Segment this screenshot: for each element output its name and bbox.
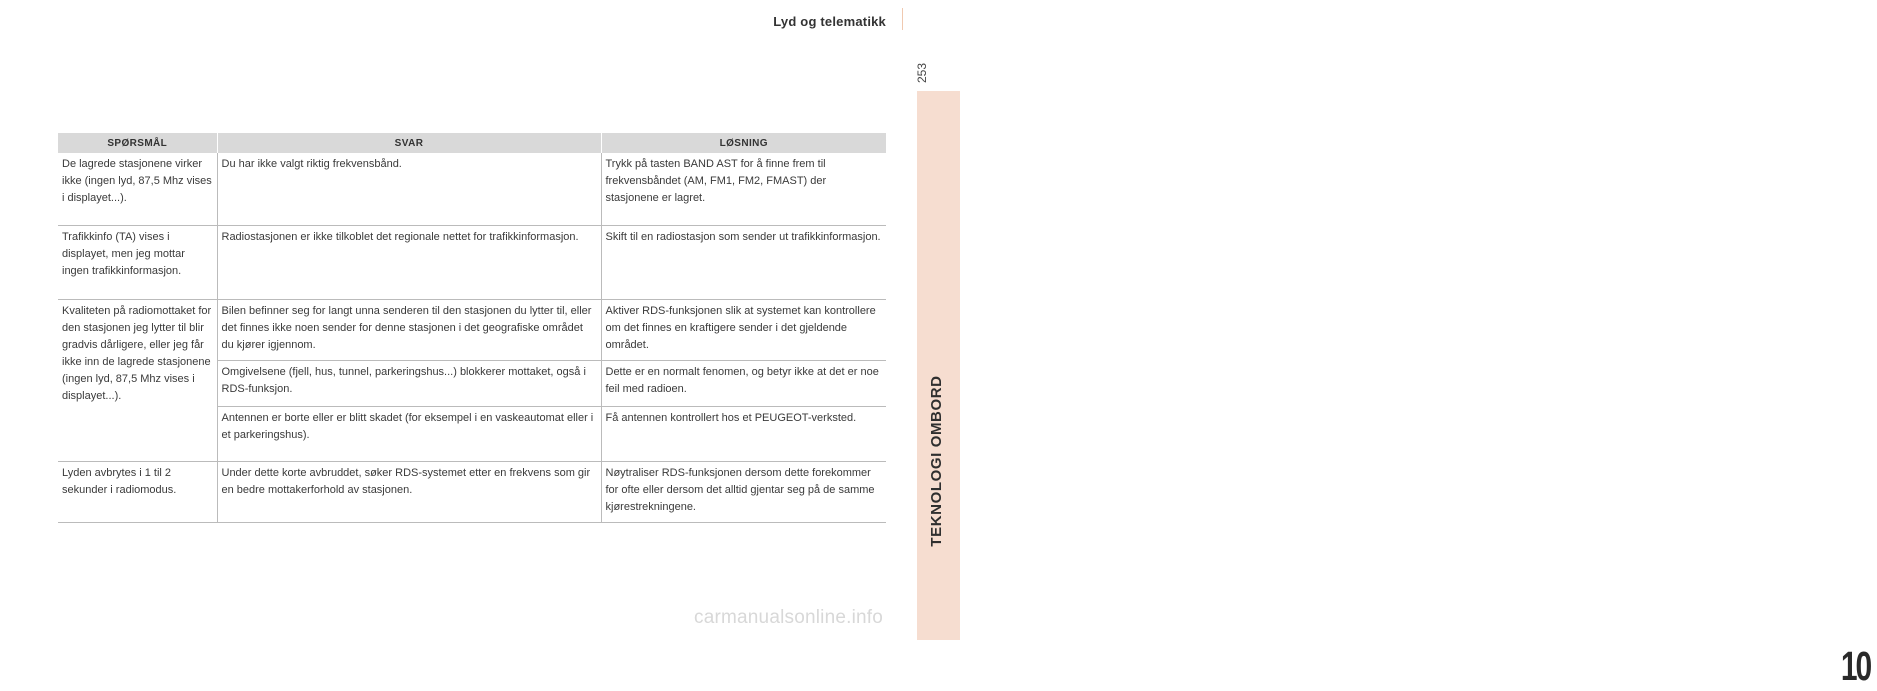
column-header-answer: SVAR bbox=[217, 133, 601, 153]
solution-cell: Trykk på tasten BAND AST for å finne frem til frekvensbåndet (AM, FM1, FM2, FMAST) der stasjonene er lagret. bbox=[601, 153, 886, 226]
question-cell: De lagrede stasjonene virker ikke (ingen lyd, 87,5 Mhz vises i displayet...). bbox=[58, 153, 217, 226]
chapter-label: TEKNOLOGI OMBORD bbox=[928, 375, 945, 547]
question-cell: Lyden avbrytes i 1 til 2 sekunder i radiomodus. bbox=[58, 462, 217, 523]
watermark: carmanualsonline.info bbox=[694, 607, 884, 628]
answer-cell: Antennen er borte eller er blitt skadet (for eksempel i en vaskeautomat eller i et parkeringshus). bbox=[217, 407, 601, 462]
header-divider bbox=[902, 8, 903, 30]
table-header-row bbox=[58, 133, 886, 153]
table-row bbox=[58, 226, 886, 300]
answer-cell: Radiostasjonen er ikke tilkoblet det regionale nettet for trafikkinformasjon. bbox=[217, 226, 601, 300]
column-header-question: SPØRSMÅL bbox=[58, 133, 217, 153]
question-cell: Kvaliteten på radiomottaket for den stasjonen jeg lytter til blir gradvis dårligere, eller jeg får ikke inn de lagrede stasjonene (ingen lyd, 87,5 Mhz vises i displayet...). bbox=[58, 300, 217, 462]
table-row bbox=[58, 462, 886, 523]
chapter-number: 10 bbox=[1840, 645, 1871, 690]
troubleshooting-table bbox=[58, 133, 886, 523]
page-number: 253 bbox=[915, 62, 929, 84]
solution-cell: Nøytraliser RDS-funksjonen dersom dette forekommer for ofte eller dersom det alltid gjentar seg på de samme kjørestrekningene. bbox=[601, 462, 886, 523]
solution-cell: Aktiver RDS-funksjonen slik at systemet kan kontrollere om det finnes en kraftigere sender i det gjeldende området. bbox=[601, 300, 886, 361]
solution-cell: Få antennen kontrollert hos et PEUGEOT-verksted. bbox=[601, 407, 886, 462]
answer-cell: Du har ikke valgt riktig frekvensbånd. bbox=[217, 153, 601, 226]
answer-cell: Omgivelsene (fjell, hus, tunnel, parkeringshus...) blokkerer mottaket, også i RDS-funksjon. bbox=[217, 361, 601, 407]
answer-cell: Under dette korte avbruddet, søker RDS-systemet etter en frekvens som gir en bedre mottakerforhold av stasjonen. bbox=[217, 462, 601, 523]
solution-cell: Dette er en normalt fenomen, og betyr ikke at det er noe feil med radioen. bbox=[601, 361, 886, 407]
answer-cell: Bilen befinner seg for langt unna senderen til den stasjonen du lytter til, eller det finnes ikke noen sender for denne stasjonen i det geografiske området du kjører igjennom. bbox=[217, 300, 601, 361]
question-cell: Trafikkinfo (TA) vises i displayet, men jeg mottar ingen trafikkinformasjon. bbox=[58, 226, 217, 300]
table-row bbox=[58, 300, 886, 361]
chapter-side-tab bbox=[917, 91, 1871, 690]
table-row bbox=[58, 153, 886, 226]
column-header-solution: LØSNING bbox=[601, 133, 886, 153]
section-title: Lyd og telematikk bbox=[773, 14, 886, 29]
solution-cell: Skift til en radiostasjon som sender ut trafikkinformasjon. bbox=[601, 226, 886, 300]
